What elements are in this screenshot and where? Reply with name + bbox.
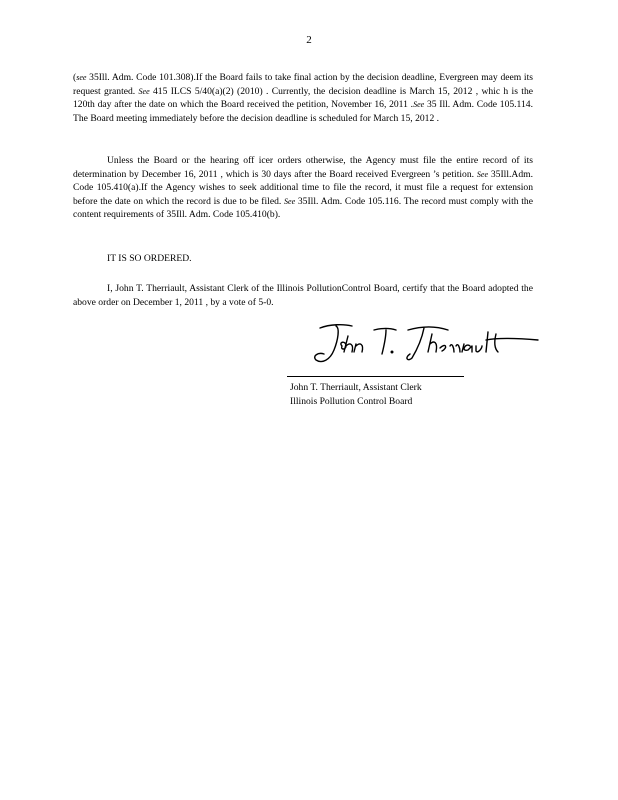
text-run: 35Ill.Adm. Code 105.410(a).If the Agency wishes to seek additional time to file the record, it must file a request for extension before the date on which the record is due to be filed. [73,168,533,207]
text-run: 35Ill. Adm. Code 101.308).If the Board fails to take final action by the decision deadline, Evergreen may deem its request granted. [73,72,533,97]
signer-organization: Illinois Pollution Control Board [290,396,413,407]
text-run: 35 Ill. Adm. Code 105.114. The Board meeting immediately before the decision deadline is scheduled for March 15, 2012 . [73,99,533,124]
citation-signal: See [413,100,425,110]
citation-signal: See [476,169,489,179]
citation-signal: see [76,73,87,82]
text-run: ( [73,72,77,83]
signer-name-title: John T. Therriault, Assistant Clerk [290,382,422,393]
signature-line [287,376,464,377]
text-run: 35Ill. Adm. Code 105.116. The record must comply with the content requirements of 35Ill. Adm. Code 105.410(b). [73,195,533,221]
paragraph-decision-deadline [73,71,533,125]
handwritten-signature [300,318,550,370]
citation-signal: See [284,196,296,206]
page-number: 2 [306,34,312,46]
certification-paragraph: I, John T. Therriault, Assistant Clerk of the Illinois PollutionControl Board, certify that the Board adopted the above order on December 1, 2011 , by a vote of 5-0. [73,283,533,308]
citation-signal: See [138,86,150,96]
text-run: Unless the Board or the hearing off icer orders otherwise, the Agency must file the entire record of its determination by December 16, 2011 , which is 30 days after the Board received Evergreen ’s petition. [73,155,533,180]
so-ordered: IT IS SO ORDERED. [107,253,192,264]
signature-block [290,381,422,409]
text-run: 415 ILCS 5/40(a)(2) (2010) . Currently, the decision deadline is March 15, 2012 , whic h is the 120th day after the date on which the Board received the petition, November 16, 2011 . [73,85,534,111]
paragraph-record-filing [73,154,533,222]
